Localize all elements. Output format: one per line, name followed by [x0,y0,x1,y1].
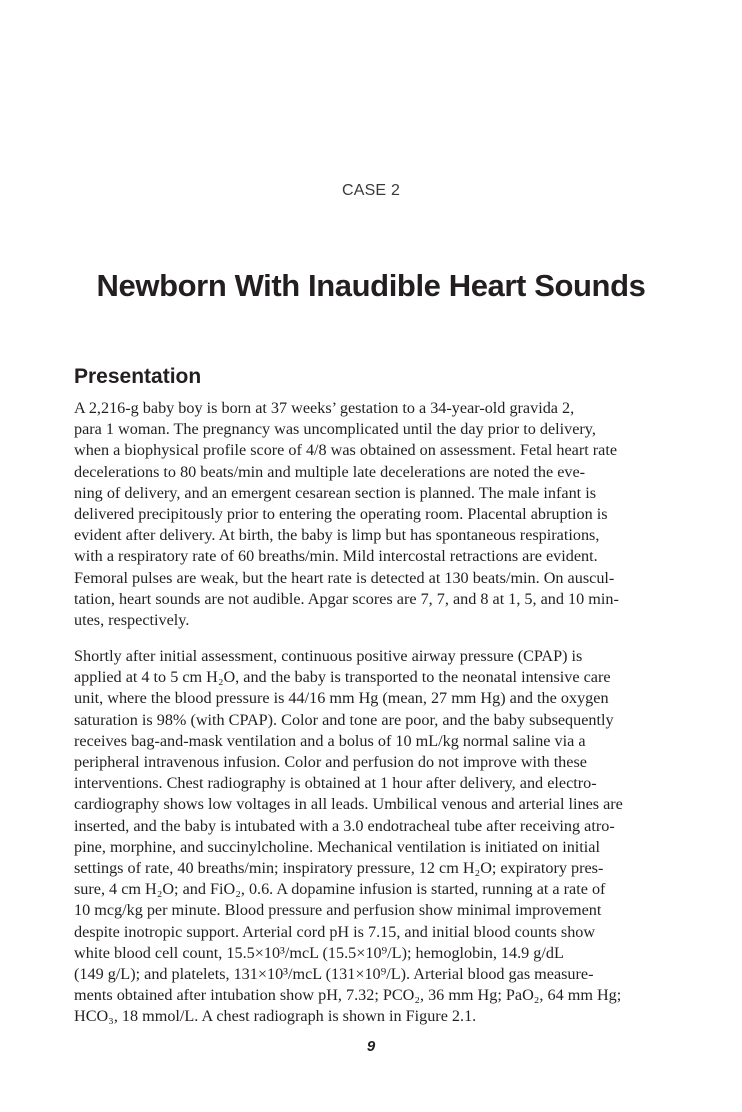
paragraph-line: peripheral intravenous infusion. Color and perfusion do not improve with these [74,753,587,772]
paragraph-line: interventions. Chest radiography is obtained at 1 hour after delivery, and electro- [74,774,597,793]
paragraph-line: delivered precipitously prior to entering the operating room. Placental abruption is [74,505,608,524]
paragraph-line: when a biophysical profile score of 4/8 was obtained on assessment. Fetal heart rate [74,441,618,460]
page-number: 9 [366,1038,376,1055]
paragraph-line: applied at 4 to 5 cm H₂O, and the baby is transported to the neonatal intensive care [74,668,611,687]
paragraph-line: unit, where the blood pressure is 44/16 mm Hg (mean, 27 mm Hg) and the oxygen [74,689,609,708]
paragraph-line: settings of rate, 40 breaths/min; inspiratory pressure, 12 cm H₂O; expiratory pres- [74,859,604,878]
paragraph-line: decelerations to 80 beats/min and multiple late decelerations are noted the eve- [74,462,586,481]
section-heading: Presentation [74,365,202,388]
paragraph-line: tation, heart sounds are not audible. Apgar scores are 7, 7, and 8 at 1, 5, and 10 min- [74,589,619,608]
paragraph-line: evident after delivery. At birth, the baby is limp but has spontaneous respirations, [74,526,600,545]
paragraph-1 [74,398,668,631]
paragraph-line: A 2,216-g baby boy is born at 37 weeks’ gestation to a 34-year-old gravida 2, [74,399,575,417]
paragraph-line: receives bag-and-mask ventilation and a bolus of 10 mL/kg normal saline via a [74,731,586,750]
paragraph-line: ning of delivery, and an emergent cesarean section is planned. The male infant is [74,483,597,502]
paragraph-line: pine, morphine, and succinylcholine. Mechanical ventilation is initiated on initial [74,837,600,856]
paragraph-line: utes, respectively. [74,611,190,630]
paragraph-line: inserted, and the baby is intubated with a 3.0 endotracheal tube after receiving atro- [74,816,615,835]
paragraph-line: with a respiratory rate of 60 breaths/min. Mild intercostal retractions are evident. [74,547,598,566]
paragraph-line: HCO₃, 18 mmol/L. A chest radiograph is shown in Figure 2.1. [74,1007,477,1026]
paragraph-line: (149 g/L); and platelets, 131×10³/mcL (131×10⁹/L). Arterial blood gas measure- [74,965,594,984]
paragraph-line: Shortly after initial assessment, continuous positive airway pressure (CPAP) is [74,647,583,665]
paragraph-line: Femoral pulses are weak, but the heart rate is detected at 130 beats/min. On auscul- [74,568,615,587]
paragraph-line: despite inotropic support. Arterial cord pH is 7.15, and initial blood counts show [74,922,596,941]
paragraph-line: saturation is 98% (with CPAP). Color and tone are poor, and the baby subsequently [74,710,614,729]
paragraph-line: white blood cell count, 15.5×10³/mcL (15.5×10⁹/L); hemoglobin, 14.9 g/dL [74,943,564,962]
paragraph-line: ments obtained after intubation show pH, 7.32; PCO₂, 36 mm Hg; PaO₂, 64 mm Hg; [74,986,622,1005]
paragraph-line: para 1 woman. The pregnancy was uncomplicated until the day prior to delivery, [74,420,596,439]
paragraph-line: sure, 4 cm H₂O; and FiO₂, 0.6. A dopamine infusion is started, running at a rate of [74,880,606,899]
paragraph-line: cardiography shows low voltages in all leads. Umbilical venous and arterial lines are [74,795,623,814]
paragraph-2 [74,646,668,1028]
paragraph-line: 10 mcg/kg per minute. Blood pressure and perfusion show minimal improvement [74,901,602,920]
case-title: Newborn With Inaudible Heart Sounds [96,268,646,303]
case-label: CASE 2 [341,182,401,199]
